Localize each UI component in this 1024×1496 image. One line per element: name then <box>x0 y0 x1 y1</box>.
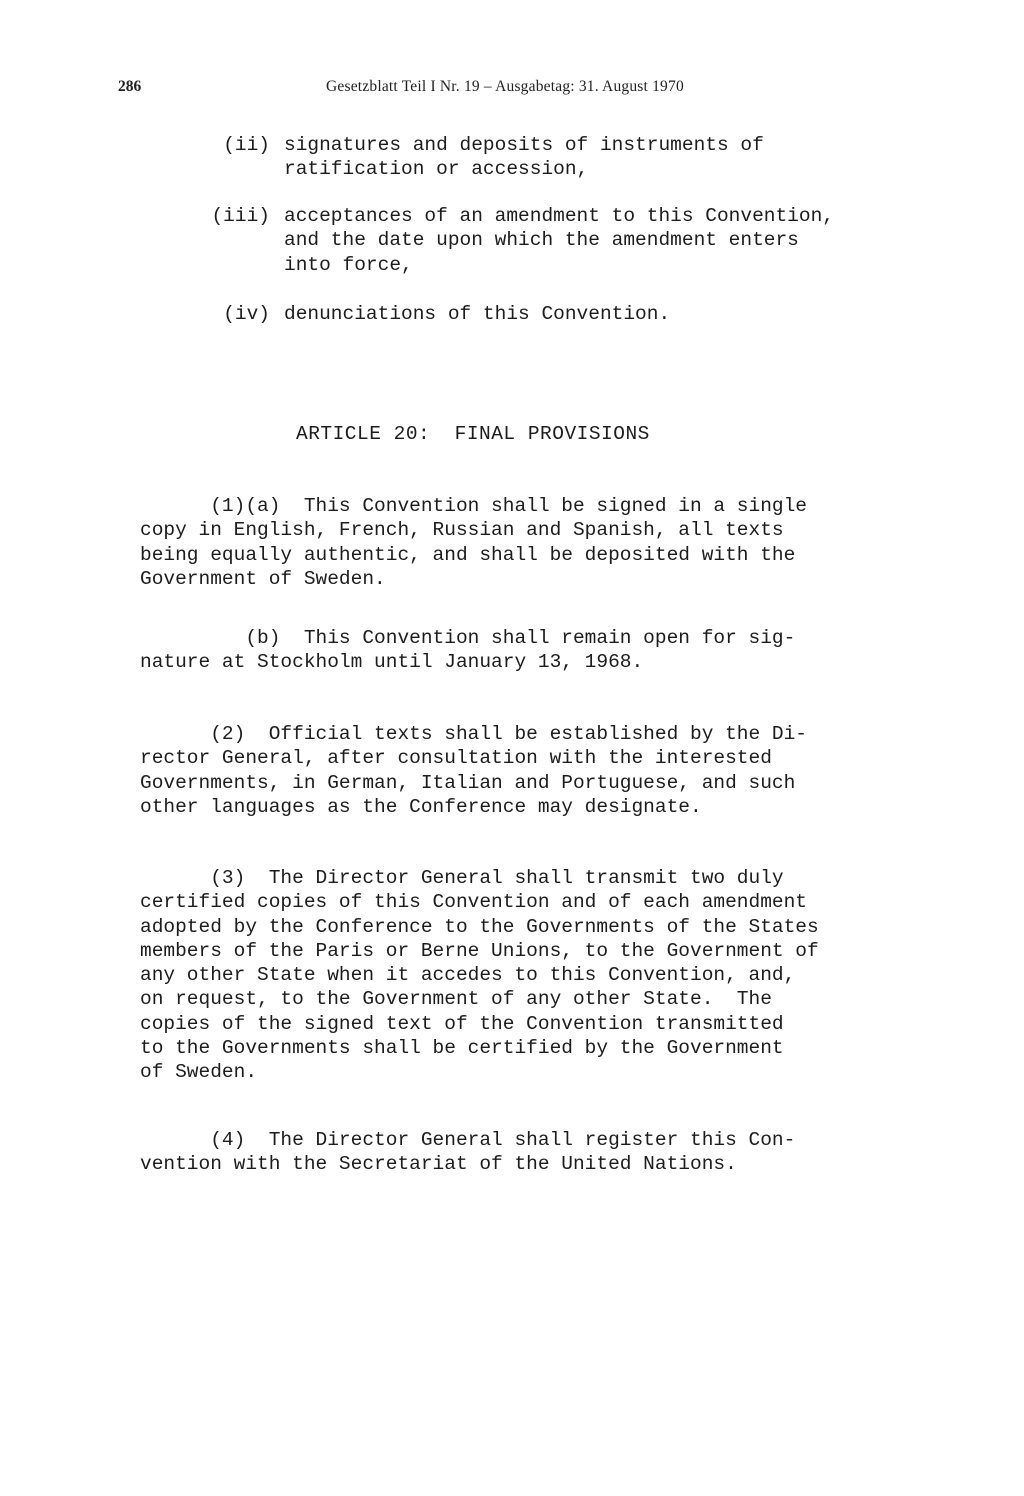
paragraph <box>140 722 970 819</box>
paragraph <box>140 1128 970 1177</box>
text-line: (3) The Director General shall transmit two duly <box>140 867 784 889</box>
text-line: into force, <box>284 253 413 276</box>
text-line: Governments, in German, Italian and Portuguese, and such <box>140 771 796 794</box>
text-line: nature at Stockholm until January 13, 1968. <box>140 651 644 674</box>
list-item-text <box>284 133 944 182</box>
article-heading: ARTICLE 20: FINAL PROVISIONS <box>296 423 650 445</box>
text-line: rector General, after consultation with the interested <box>140 747 772 770</box>
text-line: of Sweden. <box>140 1061 258 1084</box>
paragraph <box>140 494 970 591</box>
list-item-text <box>284 302 944 326</box>
list-marker: (iii) <box>211 205 270 227</box>
text-line: copies of the signed text of the Convention transmitted <box>140 1012 784 1035</box>
text-line: (1)(a) This Convention shall be signed in a single <box>140 495 808 517</box>
text-line: to the Governments shall be certified by the Government <box>140 1037 784 1060</box>
list-marker: (iv) <box>223 303 270 325</box>
page-header <box>118 78 798 100</box>
text-line: and the date upon which the amendment enters <box>284 229 799 252</box>
text-line: on request, to the Government of any other State. The <box>140 988 772 1011</box>
paragraph <box>140 626 970 675</box>
list-item-text <box>284 204 944 277</box>
text-line: vention with the Secretariat of the United Nations. <box>140 1153 737 1176</box>
paragraph <box>140 866 970 1085</box>
text-line: denunciations of this Convention. <box>284 303 671 325</box>
running-title: Gesetzblatt Teil I Nr. 19 – Ausgabetag: 31. August 1970 <box>326 78 684 95</box>
text-line: any other State when it accedes to this Convention, and, <box>140 964 796 987</box>
list-marker: (ii) <box>223 134 270 156</box>
text-line: Government of Sweden. <box>140 567 386 590</box>
text-line: copy in English, French, Russian and Spanish, all texts <box>140 519 784 542</box>
text-line: (b) This Convention shall remain open for sig- <box>140 627 796 649</box>
text-line: certified copies of this Convention and of each amendment <box>140 891 808 914</box>
text-line: being equally authentic, and shall be deposited with the <box>140 543 796 566</box>
text-line: ratification or accession, <box>284 158 589 181</box>
text-line: adopted by the Conference to the Governments of the States <box>140 915 819 938</box>
text-line: acceptances of an amendment to this Convention, <box>284 205 834 227</box>
text-line: (2) Official texts shall be established by the Di- <box>140 723 808 745</box>
text-line: (4) The Director General shall register this Con- <box>140 1129 796 1151</box>
page-number: 286 <box>118 78 142 95</box>
text-line: other languages as the Conference may designate. <box>140 795 702 818</box>
text-line: members of the Paris or Berne Unions, to the Government of <box>140 939 819 962</box>
text-line: signatures and deposits of instruments of <box>284 134 764 156</box>
